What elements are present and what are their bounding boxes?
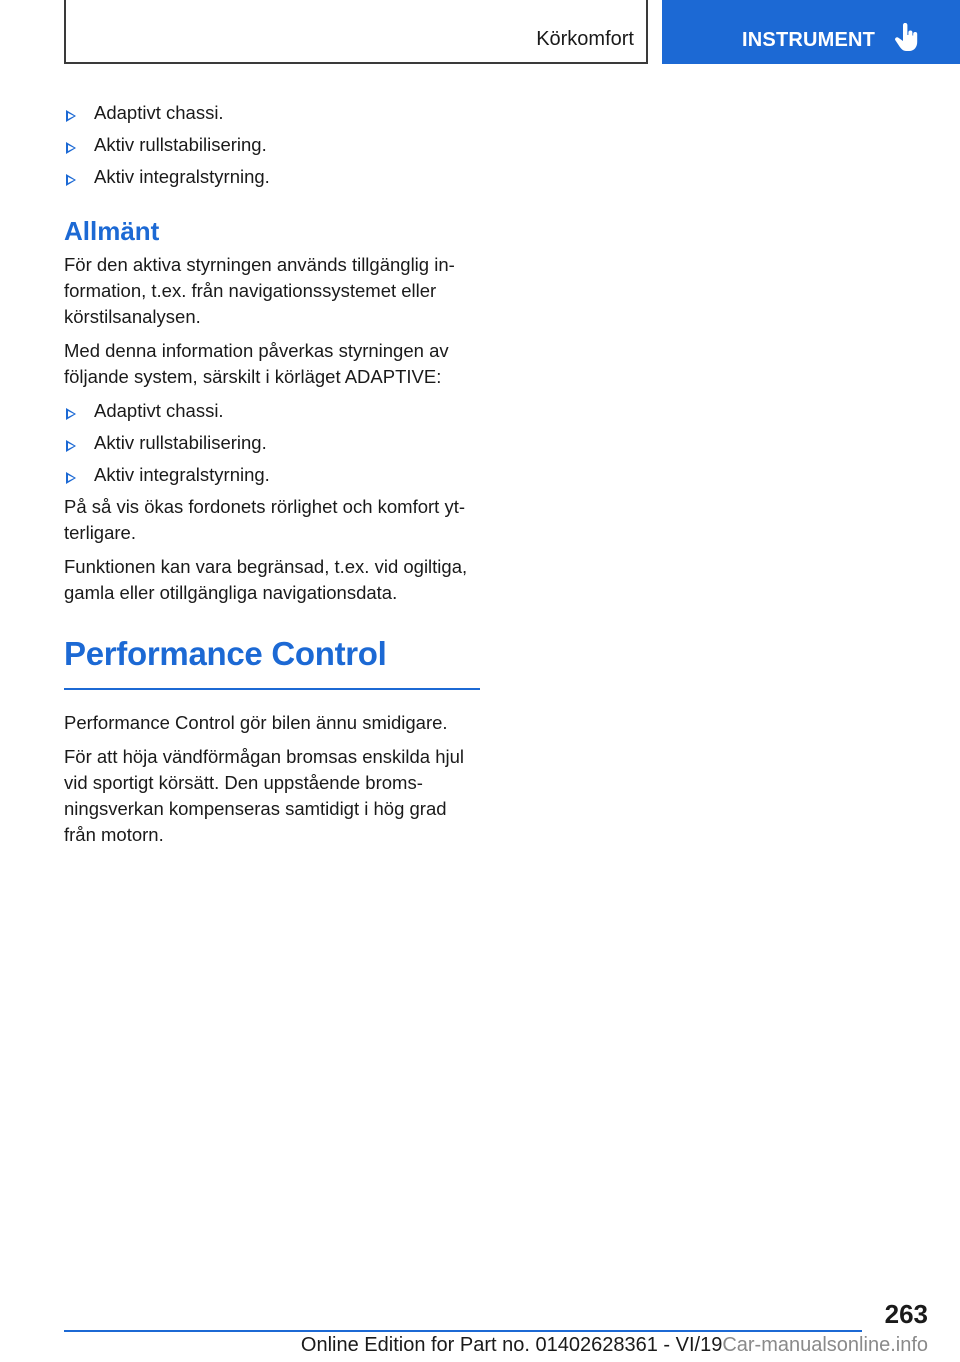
- triangle-bullet-icon: [66, 408, 76, 420]
- triangle-bullet-icon: [66, 440, 76, 452]
- triangle-bullet-icon: [66, 472, 76, 484]
- list-item: Adaptivt chassi.: [64, 100, 480, 126]
- page-content: [64, 100, 480, 856]
- page-number: 263: [884, 1299, 928, 1329]
- intro-list: [64, 100, 480, 190]
- performance-heading: Performance Control: [64, 635, 387, 672]
- general-paragraph-4: Funktionen kan vara begränsad, t.ex. vid ogiltiga, gamla eller otillgängliga navigationsdata.: [64, 556, 468, 603]
- footer-watermark: Car-manualsonline.info: [722, 1334, 928, 1356]
- general-paragraph-2: Med denna information påverkas styrningen av följande system, särskilt i körläget ADAPTIVE:: [64, 340, 449, 387]
- general-paragraph-1: För den aktiva styrningen används tillgänglig information, t.ex. från navigationssystemet eller körstilsanalysen.: [64, 254, 455, 327]
- heading-divider: [64, 688, 480, 690]
- list-item: Aktiv rullstabilisering.: [64, 132, 480, 158]
- triangle-bullet-icon: [66, 174, 76, 186]
- footer-divider: [64, 1330, 862, 1332]
- list-item: Adaptivt chassi.: [64, 398, 480, 424]
- triangle-bullet-icon: [66, 110, 76, 122]
- header-chapter-tab[interactable]: [662, 0, 960, 64]
- general-heading: Allmänt: [64, 216, 160, 246]
- general-paragraph-3: På så vis ökas fordonets rörlighet och komfort ytterligare.: [64, 496, 466, 543]
- header-section-tab: [64, 0, 648, 64]
- footer-edition: [301, 1334, 928, 1357]
- list-item: Aktiv integralstyrning.: [64, 462, 480, 488]
- triangle-bullet-icon: [66, 142, 76, 154]
- general-list: [64, 398, 480, 488]
- list-item: Aktiv rullstabilisering.: [64, 430, 480, 456]
- performance-paragraph-1: Performance Control gör bilen ännu smidigare.: [64, 712, 448, 733]
- header-section-label: Körkomfort: [536, 28, 634, 50]
- footer-edition-label: Online Edition for Part no. 01402628361 - VI/19: [300, 1334, 723, 1356]
- header-chapter-label: INSTRUMENT: [742, 29, 876, 51]
- hand-pointer-icon: [894, 23, 920, 53]
- list-item: Aktiv integralstyrning.: [64, 164, 480, 190]
- performance-paragraph-2: För att höja vändförmågan bromsas enskilda hjul vid sportigt körsätt. Den uppstående bromsningsverkan kompenseras samtidigt i hög grad från motorn.: [64, 746, 465, 845]
